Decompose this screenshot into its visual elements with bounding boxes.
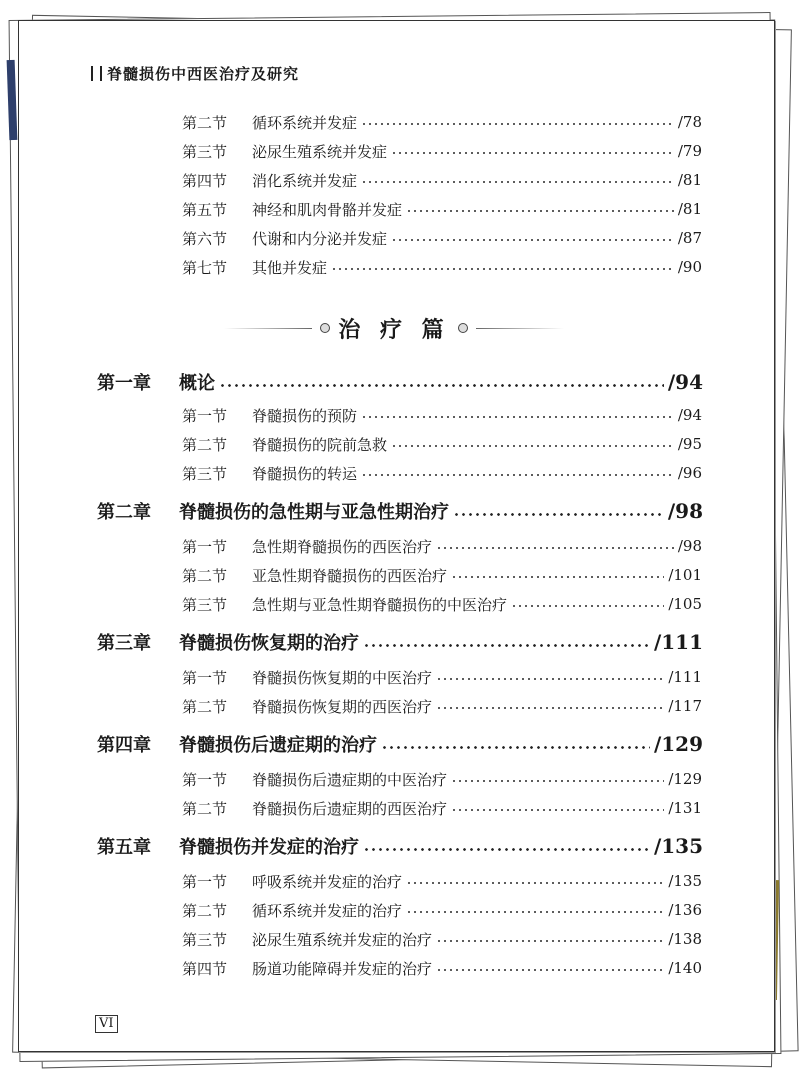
chapter-number: 第四章 <box>97 735 151 756</box>
toc-section-entry[interactable] <box>182 795 702 821</box>
section-page: /105 <box>668 595 702 613</box>
section-page: /129 <box>668 770 702 788</box>
toc-section-entry[interactable] <box>182 138 702 164</box>
section-title: 脊髓损伤后遗症期的中医治疗 <box>252 770 448 789</box>
leader-dots <box>381 746 650 749</box>
leader-dots <box>436 678 664 680</box>
section-title: 循环系统并发症的治疗 <box>252 901 403 920</box>
section-title: 脊髓损伤恢复期的中医治疗 <box>252 668 433 687</box>
section-number: 第一节 <box>182 537 228 556</box>
leader-dots <box>436 547 674 549</box>
leader-dots <box>361 123 674 125</box>
section-number: 第一节 <box>182 406 228 425</box>
toc-page <box>18 20 775 1052</box>
section-number: 第一节 <box>182 668 228 687</box>
section-number: 第七节 <box>182 258 228 277</box>
section-title: 循环系统并发症 <box>252 113 358 132</box>
ornament-dot-icon <box>458 323 468 333</box>
section-number: 第二节 <box>182 799 228 818</box>
section-title: 急性期与亚急性期脊髓损伤的中医治疗 <box>252 595 508 614</box>
ornament-rule <box>224 328 312 329</box>
section-title: 神经和肌肉骨骼并发症 <box>252 200 403 219</box>
section-title: 脊髓损伤后遗症期的西医治疗 <box>252 799 448 818</box>
chapter-page: /98 <box>667 499 703 523</box>
leader-dots <box>451 809 664 811</box>
chapter-number: 第三章 <box>97 633 151 654</box>
section-title: 肠道功能障碍并发症的治疗 <box>252 959 433 978</box>
section-number: 第三节 <box>182 595 228 614</box>
ornament-dot-icon <box>320 323 330 333</box>
toc-section-entry[interactable] <box>182 533 702 559</box>
leader-dots <box>511 605 664 607</box>
section-title: 脊髓损伤的预防 <box>252 406 358 425</box>
leader-dots <box>363 644 650 647</box>
toc-section-entry[interactable] <box>182 926 702 952</box>
toc-section-entry[interactable] <box>182 225 702 251</box>
leader-dots <box>406 911 664 913</box>
section-title: 脊髓损伤恢复期的西医治疗 <box>252 697 433 716</box>
leader-dots <box>391 152 674 154</box>
page-folio: VI <box>95 1015 118 1033</box>
leader-dots <box>436 969 664 971</box>
section-number: 第五节 <box>182 200 228 219</box>
toc-section-entry[interactable] <box>182 897 702 923</box>
part-heading <box>224 311 564 345</box>
running-head-text: 脊髓损伤中西医治疗及研究 <box>107 65 300 83</box>
section-page: /94 <box>677 406 702 424</box>
section-number: 第三节 <box>182 142 228 161</box>
section-page: /140 <box>668 959 702 977</box>
toc-section-entry[interactable] <box>182 402 702 428</box>
chapter-title: 概论 <box>179 373 215 394</box>
running-head <box>91 63 299 84</box>
section-title: 代谢和内分泌并发症 <box>252 229 388 248</box>
toc-section-entry[interactable] <box>182 431 702 457</box>
toc-section-entry[interactable] <box>182 591 702 617</box>
section-number: 第二节 <box>182 697 228 716</box>
toc-section-entry[interactable] <box>182 562 702 588</box>
leader-dots <box>363 848 650 851</box>
section-title: 其他并发症 <box>252 258 328 277</box>
section-number: 第三节 <box>182 930 228 949</box>
section-title: 急性期脊髓损伤的西医治疗 <box>252 537 433 556</box>
toc-section-entry[interactable] <box>182 693 702 719</box>
section-page: /101 <box>668 566 702 584</box>
leader-dots <box>406 210 674 212</box>
section-title: 泌尿生殖系统并发症 <box>252 142 388 161</box>
toc-chapter-entry[interactable] <box>97 365 703 399</box>
leader-dots <box>436 940 664 942</box>
leader-dots <box>451 576 664 578</box>
chapter-number: 第一章 <box>97 373 151 394</box>
toc-section-entry[interactable] <box>182 196 702 222</box>
section-number: 第二节 <box>182 113 228 132</box>
leader-dots <box>331 268 674 270</box>
chapter-number: 第二章 <box>97 502 151 523</box>
section-number: 第三节 <box>182 464 228 483</box>
section-page: /98 <box>677 537 702 555</box>
section-number: 第四节 <box>182 959 228 978</box>
toc-chapter-entry[interactable] <box>97 494 703 528</box>
section-title: 脊髓损伤的转运 <box>252 464 358 483</box>
leader-dots <box>219 384 664 387</box>
section-title: 呼吸系统并发症的治疗 <box>252 872 403 891</box>
chapter-page: /94 <box>667 370 703 394</box>
leader-dots <box>406 882 664 884</box>
chapter-title: 脊髓损伤并发症的治疗 <box>179 837 359 858</box>
section-page: /136 <box>668 901 702 919</box>
toc-section-entry[interactable] <box>182 664 702 690</box>
section-number: 第一节 <box>182 872 228 891</box>
section-number: 第二节 <box>182 901 228 920</box>
leader-dots <box>361 181 674 183</box>
toc-section-entry[interactable] <box>182 868 702 894</box>
section-page: /79 <box>677 142 702 160</box>
section-title: 消化系统并发症 <box>252 171 358 190</box>
toc-section-entry[interactable] <box>182 254 702 280</box>
toc-chapter-entry[interactable] <box>97 829 703 863</box>
section-number: 第一节 <box>182 770 228 789</box>
leader-dots <box>361 416 674 418</box>
section-page: /117 <box>668 697 702 715</box>
section-number: 第四节 <box>182 171 228 190</box>
chapter-number: 第五章 <box>97 837 151 858</box>
chapter-page: /129 <box>653 732 703 756</box>
section-page: /87 <box>677 229 702 247</box>
section-title: 脊髓损伤的院前急救 <box>252 435 388 454</box>
toc-section-entry[interactable] <box>182 766 702 792</box>
section-page: /95 <box>677 435 702 453</box>
section-page: /81 <box>677 200 702 218</box>
chapter-page: /135 <box>653 834 703 858</box>
section-number: 第六节 <box>182 229 228 248</box>
section-number: 第二节 <box>182 566 228 585</box>
chapter-title: 脊髓损伤的急性期与亚急性期治疗 <box>179 502 449 523</box>
ornament-rule <box>476 328 564 329</box>
chapter-title: 脊髓损伤恢复期的治疗 <box>179 633 359 654</box>
section-page: /96 <box>677 464 702 482</box>
running-head-bars-icon <box>91 66 102 81</box>
section-page: /131 <box>668 799 702 817</box>
section-title: 亚急性期脊髓损伤的西医治疗 <box>252 566 448 585</box>
leader-dots <box>451 780 664 782</box>
section-page: /138 <box>668 930 702 948</box>
toc-section-entry[interactable] <box>182 167 702 193</box>
chapter-title: 脊髓损伤后遗症期的治疗 <box>179 735 377 756</box>
chapter-page: /111 <box>653 630 703 654</box>
leader-dots <box>436 707 664 709</box>
leader-dots <box>391 239 674 241</box>
leader-dots <box>391 445 674 447</box>
section-number: 第二节 <box>182 435 228 454</box>
section-page: /81 <box>677 171 702 189</box>
part-title: 治 疗 篇 <box>338 316 450 343</box>
section-page: /135 <box>668 872 702 890</box>
toc-section-entry[interactable] <box>182 955 702 981</box>
section-page: /111 <box>668 668 702 686</box>
section-page: /78 <box>677 113 702 131</box>
toc-chapter-entry[interactable] <box>97 625 703 659</box>
section-title: 泌尿生殖系统并发症的治疗 <box>252 930 433 949</box>
toc-chapter-entry[interactable] <box>97 727 703 761</box>
leader-dots <box>453 513 664 516</box>
toc-section-entry[interactable] <box>182 109 702 135</box>
toc-section-entry[interactable] <box>182 460 702 486</box>
leader-dots <box>361 474 674 476</box>
section-page: /90 <box>677 258 702 276</box>
